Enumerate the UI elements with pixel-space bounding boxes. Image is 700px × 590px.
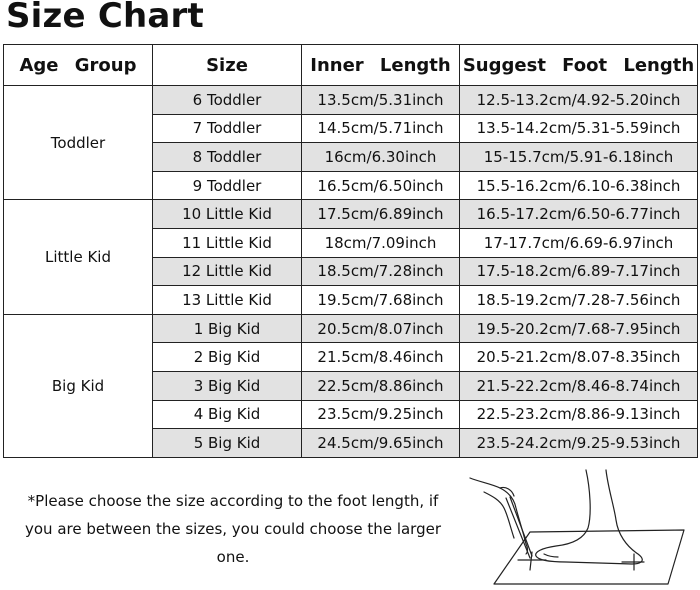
table-header-row [4,45,698,86]
inner-length-cell: 18.5cm/7.28inch [302,257,460,286]
size-cell: 3 Big Kid [153,371,302,400]
size-cell: 2 Big Kid [153,343,302,372]
foot-measuring-icon [466,468,692,588]
inner-length-cell: 16.5cm/6.50inch [302,171,460,200]
header-size: Size [153,45,302,86]
header-age-group: Age Group [4,45,153,86]
size-cell: 9 Toddler [153,171,302,200]
size-cell: 12 Little Kid [153,257,302,286]
size-chart-table [3,44,698,458]
foot-length-cell: 15.5-16.2cm/6.10-6.38inch [460,171,698,200]
foot-length-cell: 15-15.7cm/5.91-6.18inch [460,143,698,172]
page-title: Size Chart [6,0,204,36]
size-cell: 11 Little Kid [153,228,302,257]
header-inner-length: Inner Length [302,45,460,86]
table-row [4,200,698,229]
size-cell: 5 Big Kid [153,429,302,458]
header-suggest-foot-length: Suggest Foot Length [460,45,698,86]
foot-length-cell: 12.5-13.2cm/4.92-5.20inch [460,86,698,115]
size-cell: 4 Big Kid [153,400,302,429]
size-cell: 6 Toddler [153,86,302,115]
inner-length-cell: 21.5cm/8.46inch [302,343,460,372]
foot-length-cell: 17-17.7cm/6.69-6.97inch [460,228,698,257]
size-cell: 13 Little Kid [153,286,302,315]
table-body [4,86,698,458]
age-group-cell: Big Kid [4,314,153,457]
size-cell: 10 Little Kid [153,200,302,229]
foot-length-cell: 18.5-19.2cm/7.28-7.56inch [460,286,698,315]
foot-length-cell: 19.5-20.2cm/7.68-7.95inch [460,314,698,343]
size-cell: 7 Toddler [153,114,302,143]
size-cell: 1 Big Kid [153,314,302,343]
inner-length-cell: 23.5cm/9.25inch [302,400,460,429]
foot-length-cell: 13.5-14.2cm/5.31-5.59inch [460,114,698,143]
inner-length-cell: 20.5cm/8.07inch [302,314,460,343]
inner-length-cell: 13.5cm/5.31inch [302,86,460,115]
table-row [4,86,698,115]
foot-length-cell: 17.5-18.2cm/6.89-7.17inch [460,257,698,286]
age-group-cell: Toddler [4,86,153,200]
inner-length-cell: 24.5cm/9.65inch [302,429,460,458]
size-cell: 8 Toddler [153,143,302,172]
foot-length-cell: 20.5-21.2cm/8.07-8.35inch [460,343,698,372]
inner-length-cell: 22.5cm/8.86inch [302,371,460,400]
inner-length-cell: 19.5cm/7.68inch [302,286,460,315]
foot-length-cell: 16.5-17.2cm/6.50-6.77inch [460,200,698,229]
inner-length-cell: 17.5cm/6.89inch [302,200,460,229]
age-group-cell: Little Kid [4,200,153,314]
foot-length-cell: 21.5-22.2cm/8.46-8.74inch [460,371,698,400]
foot-length-cell: 23.5-24.2cm/9.25-9.53inch [460,429,698,458]
inner-length-cell: 16cm/6.30inch [302,143,460,172]
size-note: *Please choose the size according to the foot length, if you are between the sizes, you could choose the larger one. [24,492,441,566]
inner-length-cell: 18cm/7.09inch [302,228,460,257]
foot-length-cell: 22.5-23.2cm/8.86-9.13inch [460,400,698,429]
table-row [4,314,698,343]
inner-length-cell: 14.5cm/5.71inch [302,114,460,143]
